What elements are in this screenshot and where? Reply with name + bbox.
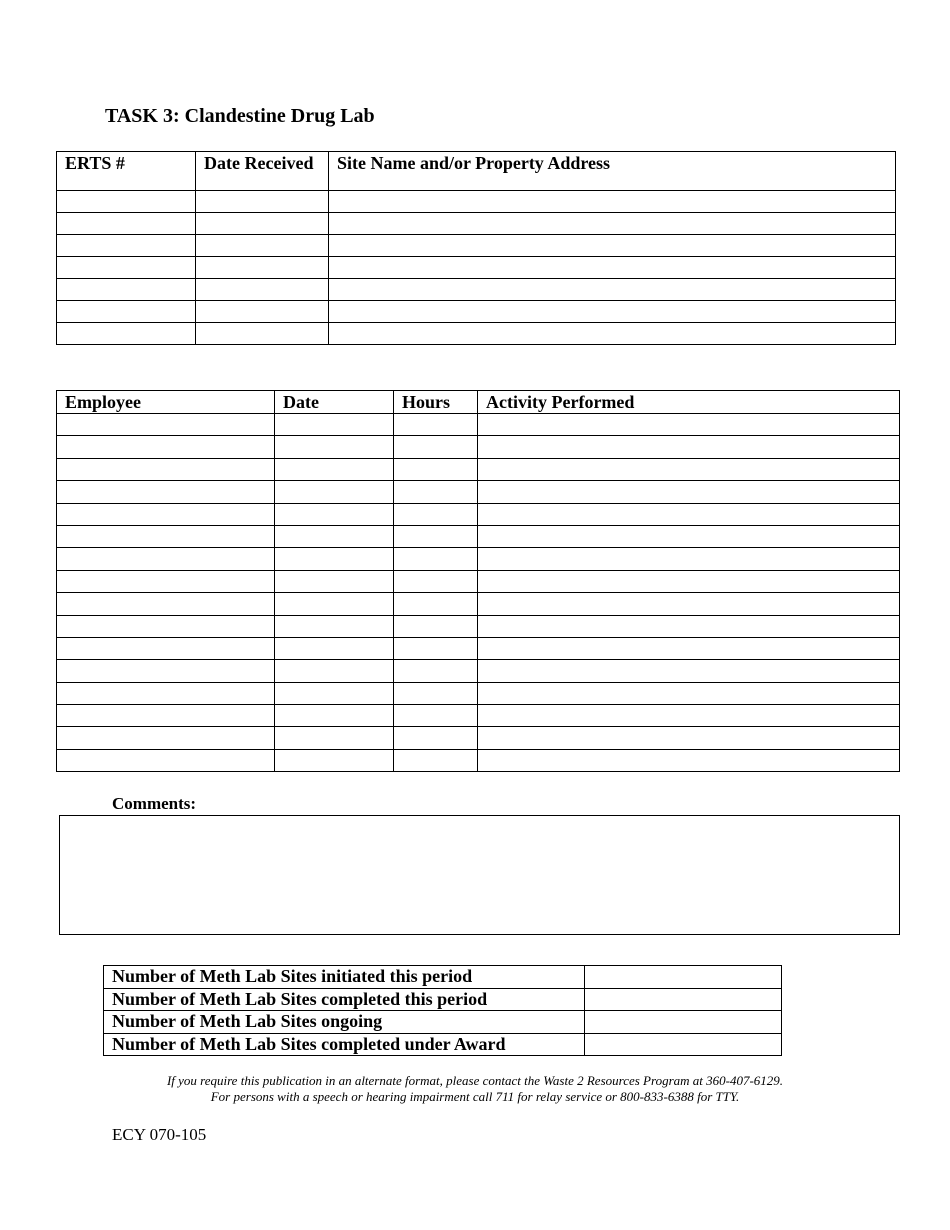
summary-value-field[interactable] <box>585 988 782 1011</box>
table-cell[interactable] <box>329 235 896 257</box>
table-cell[interactable] <box>478 570 900 592</box>
table-cell[interactable] <box>275 481 394 503</box>
table-cell[interactable] <box>57 436 275 458</box>
table-cell[interactable] <box>275 525 394 547</box>
table-cell[interactable] <box>275 615 394 637</box>
table-cell[interactable] <box>394 525 478 547</box>
date-received-header: Date Received <box>196 152 329 191</box>
table-cell[interactable] <box>275 414 394 436</box>
table-cell[interactable] <box>478 727 900 749</box>
sites-table-row <box>57 191 896 213</box>
table-cell[interactable] <box>329 301 896 323</box>
accessibility-notice-line-2: For persons with a speech or hearing impairment call 711 for relay service or 800-833-6388 for TTY. <box>210 1089 740 1104</box>
table-cell[interactable] <box>57 191 196 213</box>
table-cell[interactable] <box>329 323 896 345</box>
summary-value-field[interactable] <box>585 966 782 989</box>
summary-row <box>104 1011 782 1034</box>
activity-table-row <box>57 458 900 480</box>
table-cell[interactable] <box>57 570 275 592</box>
table-cell[interactable] <box>275 637 394 659</box>
table-cell[interactable] <box>478 436 900 458</box>
table-cell[interactable] <box>196 213 329 235</box>
table-cell[interactable] <box>57 257 196 279</box>
table-cell[interactable] <box>394 436 478 458</box>
table-cell[interactable] <box>394 637 478 659</box>
table-cell[interactable] <box>478 414 900 436</box>
table-cell[interactable] <box>196 257 329 279</box>
sites-table-row <box>57 213 896 235</box>
sites-table-row <box>57 279 896 301</box>
activity-performed-header: Activity Performed <box>478 391 900 414</box>
table-cell[interactable] <box>394 503 478 525</box>
summary-label: Number of Meth Lab Sites completed this period <box>104 988 585 1011</box>
table-cell[interactable] <box>329 213 896 235</box>
comments-field[interactable] <box>59 815 900 935</box>
table-cell[interactable] <box>57 705 275 727</box>
activity-body <box>57 414 900 772</box>
date-header: Date <box>275 391 394 414</box>
table-cell[interactable] <box>57 660 275 682</box>
table-cell[interactable] <box>196 191 329 213</box>
table-cell[interactable] <box>275 548 394 570</box>
sites-table-row <box>57 257 896 279</box>
table-cell[interactable] <box>57 525 275 547</box>
table-cell[interactable] <box>394 548 478 570</box>
table-cell[interactable] <box>57 615 275 637</box>
table-cell[interactable] <box>394 615 478 637</box>
table-cell[interactable] <box>275 749 394 771</box>
table-cell[interactable] <box>196 235 329 257</box>
table-cell[interactable] <box>196 323 329 345</box>
table-cell[interactable] <box>57 637 275 659</box>
summary-label: Number of Meth Lab Sites completed under Award <box>104 1033 585 1056</box>
activity-table-row <box>57 503 900 525</box>
table-cell[interactable] <box>478 749 900 771</box>
table-cell[interactable] <box>57 481 275 503</box>
table-cell[interactable] <box>196 279 329 301</box>
table-cell[interactable] <box>478 705 900 727</box>
table-cell[interactable] <box>275 660 394 682</box>
table-cell[interactable] <box>57 548 275 570</box>
table-cell[interactable] <box>478 593 900 615</box>
table-cell[interactable] <box>275 458 394 480</box>
table-cell[interactable] <box>394 414 478 436</box>
activity-table-row <box>57 660 900 682</box>
table-cell[interactable] <box>57 749 275 771</box>
table-cell[interactable] <box>275 727 394 749</box>
table-cell[interactable] <box>57 593 275 615</box>
activity-table-row <box>57 548 900 570</box>
table-cell[interactable] <box>275 570 394 592</box>
summary-table <box>103 965 782 1056</box>
activity-table-row <box>57 682 900 704</box>
summary-value-field[interactable] <box>585 1033 782 1056</box>
page-title: TASK 3: Clandestine Drug Lab <box>105 105 375 127</box>
comments-label: Comments: <box>112 794 197 813</box>
accessibility-notice-line-1: If you require this publication in an alternate format, please contact the Waste 2 Resources Program at 360-407-6129. <box>166 1073 784 1088</box>
table-cell[interactable] <box>329 191 896 213</box>
table-cell[interactable] <box>394 481 478 503</box>
sites-table-row <box>57 323 896 345</box>
table-cell[interactable] <box>275 682 394 704</box>
table-cell[interactable] <box>275 593 394 615</box>
activity-table-row <box>57 593 900 615</box>
activity-table-row <box>57 615 900 637</box>
sites-header-row <box>57 152 896 191</box>
sites-table-row <box>57 301 896 323</box>
table-cell[interactable] <box>275 436 394 458</box>
table-cell[interactable] <box>57 727 275 749</box>
table-cell[interactable] <box>394 593 478 615</box>
activity-table-row <box>57 481 900 503</box>
table-cell[interactable] <box>275 503 394 525</box>
table-cell[interactable] <box>57 301 196 323</box>
sites-body <box>57 191 896 345</box>
activity-table-row <box>57 749 900 771</box>
table-cell[interactable] <box>57 503 275 525</box>
activity-table-row <box>57 637 900 659</box>
employee-header: Employee <box>57 391 275 414</box>
activity-table <box>56 390 900 772</box>
table-cell[interactable] <box>394 705 478 727</box>
summary-label: Number of Meth Lab Sites ongoing <box>104 1011 585 1034</box>
site-address-header: Site Name and/or Property Address <box>329 152 896 191</box>
summary-row <box>104 1033 782 1056</box>
table-cell[interactable] <box>329 279 896 301</box>
table-cell[interactable] <box>478 503 900 525</box>
table-cell[interactable] <box>394 458 478 480</box>
table-cell[interactable] <box>275 705 394 727</box>
activity-table-row <box>57 436 900 458</box>
table-cell[interactable] <box>478 525 900 547</box>
activity-table-row <box>57 570 900 592</box>
table-cell[interactable] <box>57 279 196 301</box>
table-cell[interactable] <box>57 682 275 704</box>
form-number: ECY 070-105 <box>112 1125 207 1144</box>
table-cell[interactable] <box>394 570 478 592</box>
table-cell[interactable] <box>478 660 900 682</box>
activity-table-row <box>57 525 900 547</box>
hours-header: Hours <box>394 391 478 414</box>
activity-table-row <box>57 705 900 727</box>
table-cell[interactable] <box>478 682 900 704</box>
table-cell[interactable] <box>478 481 900 503</box>
table-cell[interactable] <box>57 213 196 235</box>
table-cell[interactable] <box>329 257 896 279</box>
table-cell[interactable] <box>394 682 478 704</box>
summary-value-field[interactable] <box>585 1011 782 1034</box>
table-cell[interactable] <box>196 301 329 323</box>
table-cell[interactable] <box>57 414 275 436</box>
activity-table-row <box>57 727 900 749</box>
erts-number-header: ERTS # <box>57 152 196 191</box>
summary-label: Number of Meth Lab Sites initiated this period <box>104 966 585 989</box>
table-cell[interactable] <box>394 727 478 749</box>
table-cell[interactable] <box>478 615 900 637</box>
summary-row <box>104 988 782 1011</box>
table-cell[interactable] <box>478 637 900 659</box>
table-cell[interactable] <box>478 458 900 480</box>
table-cell[interactable] <box>57 323 196 345</box>
sites-table <box>56 151 896 345</box>
table-cell[interactable] <box>394 660 478 682</box>
activity-table-row <box>57 414 900 436</box>
sites-table-row <box>57 235 896 257</box>
table-cell[interactable] <box>394 749 478 771</box>
summary-row <box>104 966 782 989</box>
activity-header-row <box>57 391 900 414</box>
table-cell[interactable] <box>478 548 900 570</box>
table-cell[interactable] <box>57 458 275 480</box>
table-cell[interactable] <box>57 235 196 257</box>
